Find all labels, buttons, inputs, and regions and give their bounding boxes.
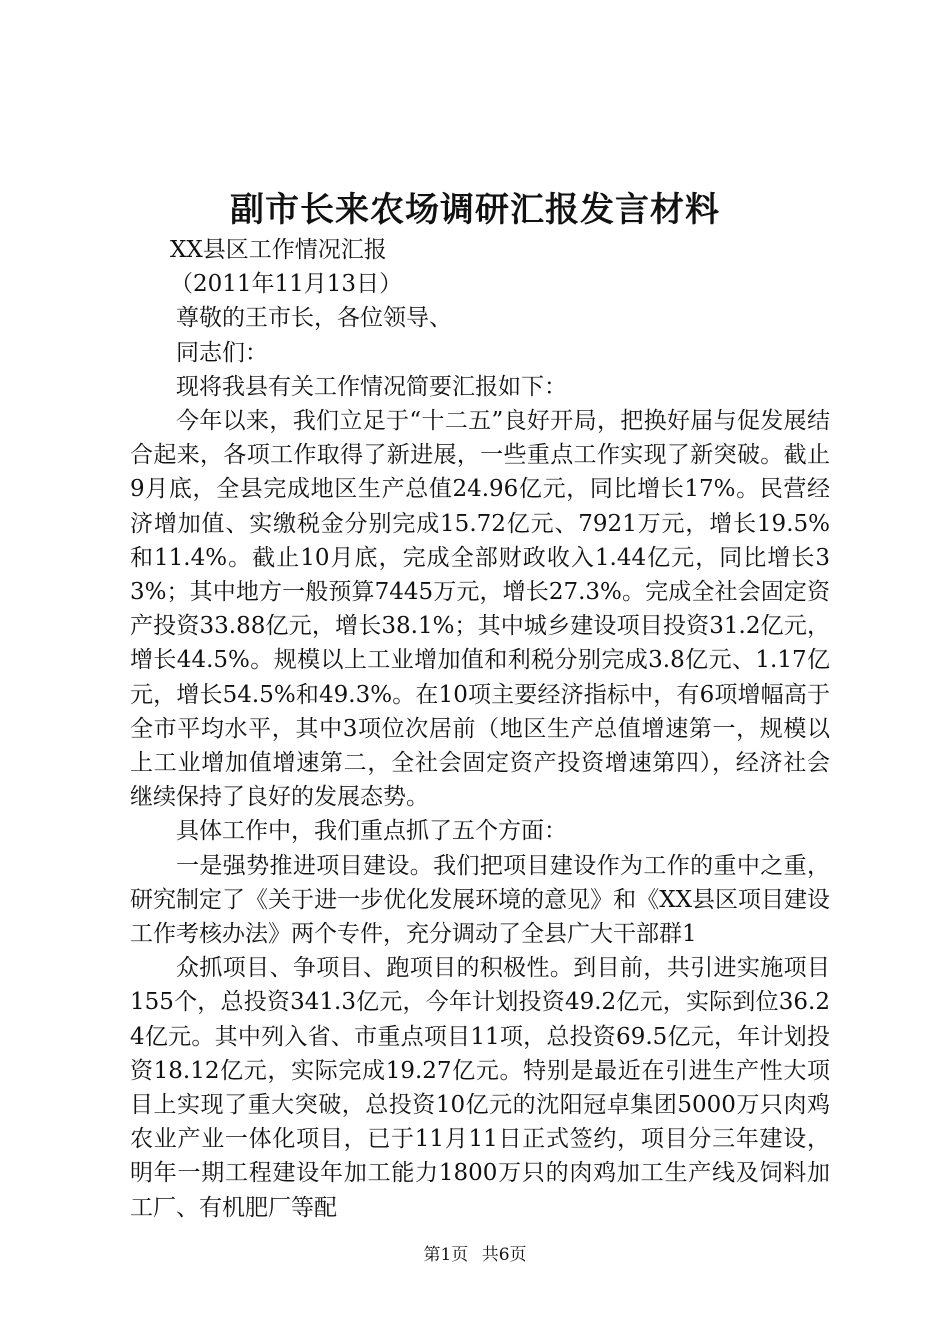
report-heading: XX县区工作情况汇报 [170,237,387,263]
project-construction-paragraph: 一是强势推进项目建设。我们把项目建设作为工作的重中之重，研究制定了《关于进一步优化发展环境的意见》和《XX县区项目建设工作考核办法》两个专件，充分调动了全县广大干部群1 [130,852,830,948]
document-title: 副市长来农场调研汇报发言材料 [230,190,720,230]
overview-paragraph: 今年以来，我们立足于“十二五”良好开局，把换好届与促发展结合起来，各项工作取得了新进展，一些重点工作实现了新突破。截止9月底，全县完成地区生产总值24.96亿元，同比增长17%。民营经济增加值、实缴税金分别完成15.72亿元、7921万元，增长19.5%和11.4%。截止10月底，完成全部财政收入1.44亿元，同比增长33%；其中地方一般预算7445万元，增长27.3%。完成全社会固定资产投资33.88亿元，增长38.1%；其中城乡建设项目投资31.2亿元，增长44.5%。规模以上工业增加值和利税分别完成3.8亿元、1.17亿元，增长54.5%和49.3%。在10项主要经济指标中，有6项增幅高于全市平均水平，其中3项位次居前（地区生产总值增速第一，规模以上工业增加值增速第二，全社会固定资产投资增速第四），经济社会继续保持了良好的发展态势。 [130,408,830,811]
document-body [130,233,830,1225]
page-footer [0,1243,950,1267]
report-date: （2011年11月13日） [170,271,403,298]
page-number-current: 第1页 [423,1245,469,1265]
page-number-total: 共6页 [481,1245,527,1265]
salutation-line-1: 尊敬的王市长，各位领导、 [176,305,452,332]
project-results-paragraph: 众抓项目、争项目、跑项目的积极性。到目前，共引进实施项目155个，总投资341.3亿元，今年计划投资49.2亿元，实际到位36.24亿元。其中列入省、市重点项目11项，总投资69.5亿元，年计划投资18.12亿元，实际完成19.27亿元。特别是最近在引进生产性大项目上实现了重大突破，总投资10亿元的沈阳冠卓集团5000万只肉鸡农业产业一体化项目，已于11月11日正式签约，项目分三年建设，明年一期工程建设年加工能力1800万只的肉鸡加工生产线及饲料加工厂、有机肥厂等配 [130,955,830,1221]
salutation-line-2: 同志们： [176,339,268,366]
focus-areas-paragraph: 具体工作中，我们重点抓了五个方面： [176,818,567,845]
intro-paragraph: 现将我县有关工作情况简要汇报如下： [176,373,567,400]
